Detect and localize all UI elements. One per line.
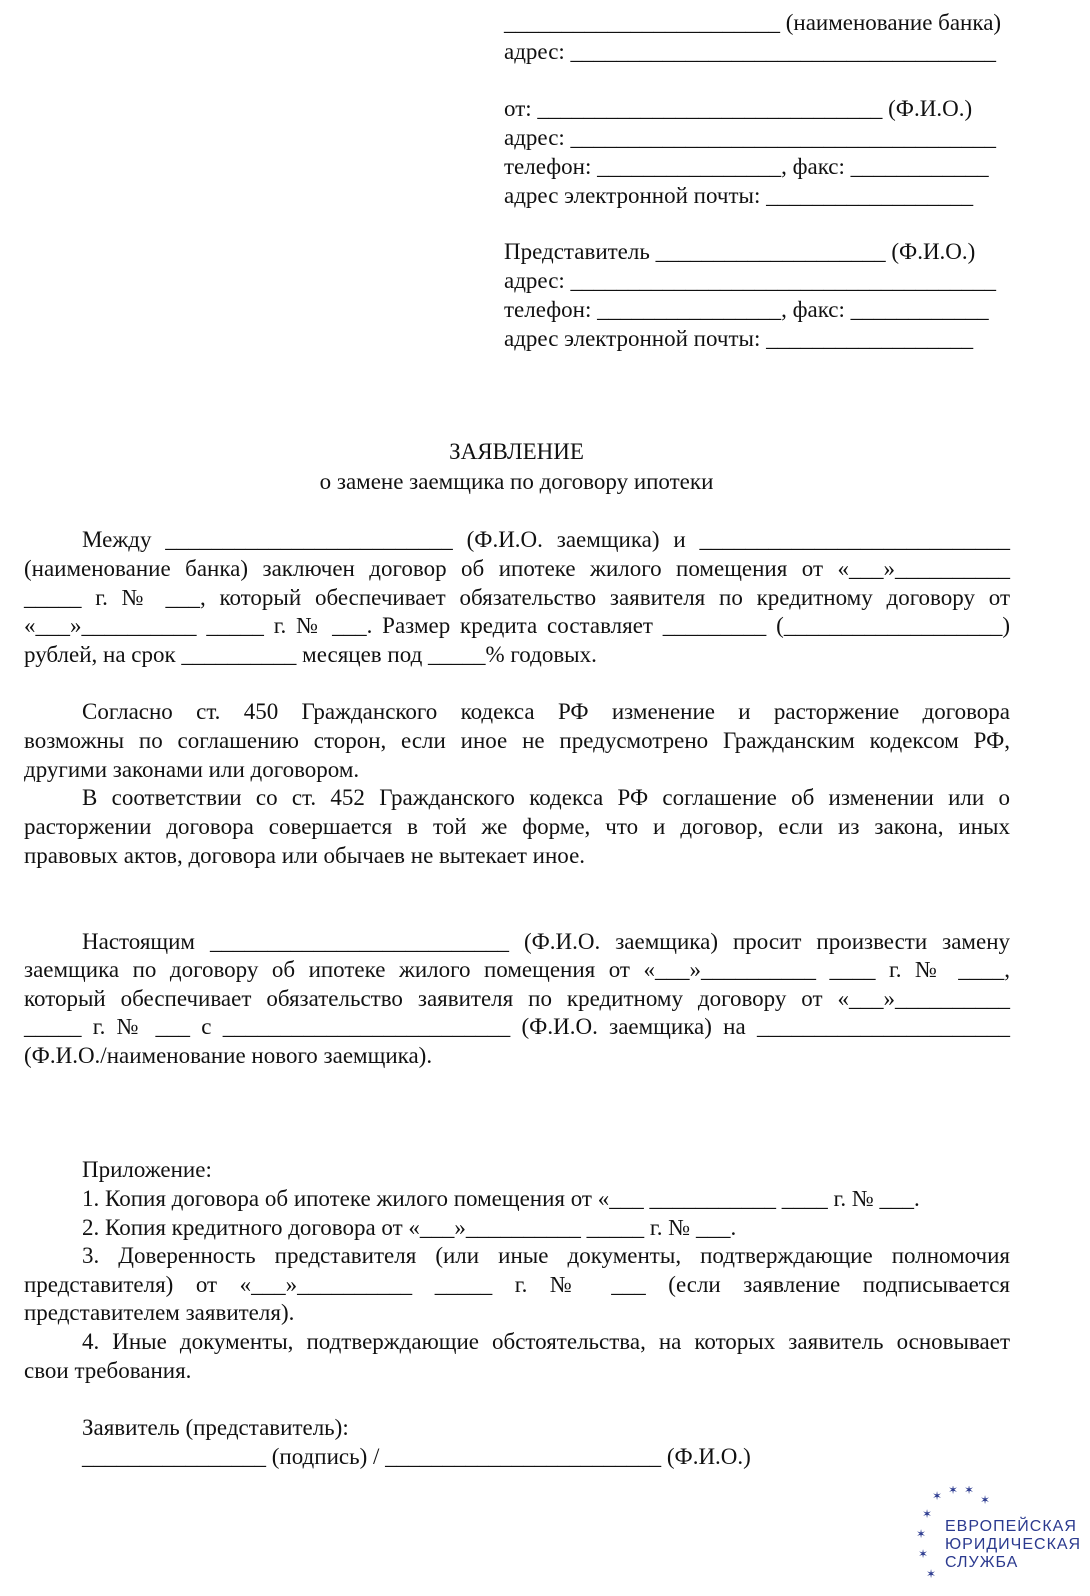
signature-label: Заявитель (представитель): bbox=[82, 1415, 349, 1440]
paragraph-4-line: который обеспечивает обязательство заявителя по кредитному договору от «___»__________ bbox=[24, 986, 1010, 1011]
paragraph-1-line: рублей, на срок __________ месяцев под _____% годовых. bbox=[24, 642, 597, 667]
paragraph-3-line: правовых актов, договора или обычаев не вытекает иное. bbox=[24, 843, 586, 868]
paragraph-4-line: Настоящим __________________________ (Ф.И.О. заемщика) просит произвести замену bbox=[82, 929, 1010, 954]
appendix-item-4-line: 4. Иные документы, подтверждающие обстоятельства, на которых заявитель основывает bbox=[82, 1329, 1010, 1354]
appendix-item-3-line: представителя) от «___»__________ _____ г. № ___ (если заявление подписывается bbox=[24, 1272, 1010, 1297]
from-email-line: адрес электронной почты: __________________ bbox=[504, 183, 974, 208]
from-line: от: ______________________________ (Ф.И.О.) bbox=[504, 96, 973, 121]
logo-text-line: ЮРИДИЧЕСКАЯ bbox=[945, 1536, 1082, 1553]
paragraph-3-line: В соответствии со ст. 452 Гражданского кодекса РФ соглашение об изменении или о bbox=[82, 785, 1010, 810]
appendix-item-3-line: представителем заявителя). bbox=[24, 1300, 295, 1325]
logo-text-line: ЕВРОПЕЙСКАЯ bbox=[945, 1518, 1077, 1535]
representative-phone-line: телефон: ________________, факс: ____________ bbox=[504, 297, 989, 322]
paragraph-1-line: (наименование банка) заключен договор об ипотеке жилого помещения от «___»__________ bbox=[24, 556, 1010, 581]
paragraph-4-line: _____ г. № ___ с _________________________ (Ф.И.О. заемщика) на ______________________ bbox=[24, 1014, 1010, 1039]
document-title: ЗАЯВЛЕНИЕ bbox=[449, 439, 584, 464]
svg-text:✶: ✶ bbox=[926, 1567, 937, 1581]
signature-line: ________________ (подпись) / ________________________ (Ф.И.О.) bbox=[82, 1444, 751, 1469]
paragraph-2-line: Согласно ст. 450 Гражданского кодекса РФ изменение и расторжение договора bbox=[82, 699, 1010, 724]
appendix-heading: Приложение: bbox=[82, 1157, 212, 1182]
svg-text:✶: ✶ bbox=[922, 1507, 933, 1521]
svg-text:✶: ✶ bbox=[948, 1486, 959, 1497]
paragraph-1-line: _____ г. № ___, который обеспечивает обязательство заявителя по кредитному договору от bbox=[24, 585, 1010, 610]
paragraph-4-line: заемщика по договору об ипотеке жилого помещения от «___»__________ ____ г. № ____, bbox=[24, 957, 1010, 982]
svg-text:✶: ✶ bbox=[980, 1493, 991, 1507]
from-phone-line: телефон: ________________, факс: ____________ bbox=[504, 154, 989, 179]
paragraph-2-line: возможны по соглашению сторон, если иное не предусмотрено Гражданским кодексом РФ, bbox=[24, 728, 1010, 753]
representative-line: Представитель ____________________ (Ф.И.О.) bbox=[504, 239, 976, 264]
paragraph-2-line: другими законами или договором. bbox=[24, 757, 360, 782]
svg-text:✶: ✶ bbox=[932, 1489, 943, 1503]
appendix-item-1: 1. Копия договора об ипотеке жилого помещения от «___ ___________ ____ г. № ___. bbox=[82, 1186, 920, 1211]
from-address-line: адрес: _____________________________________ bbox=[504, 125, 997, 150]
appendix-item-2: 2. Копия кредитного договора от «___»__________ _____ г. № ___. bbox=[82, 1215, 737, 1240]
logo-text-line: СЛУЖБА bbox=[945, 1554, 1019, 1571]
representative-address-line: адрес: _____________________________________ bbox=[504, 268, 997, 293]
svg-text:✶: ✶ bbox=[964, 1486, 975, 1497]
bank-address-line: адрес: _____________________________________ bbox=[504, 39, 997, 64]
svg-text:✶: ✶ bbox=[918, 1547, 929, 1561]
svg-text:✶: ✶ bbox=[916, 1527, 927, 1541]
paragraph-3-line: расторжении договора совершается в той же форме, что и договор, если из закона, иных bbox=[24, 814, 1010, 839]
bank-name-line: ________________________ (наименование банка) bbox=[504, 10, 1002, 35]
document-subtitle: о замене заемщика по договору ипотеки bbox=[319, 469, 714, 494]
appendix-item-3-line: 3. Доверенность представителя (или иные документы, подтверждающие полномочия bbox=[82, 1243, 1010, 1268]
appendix-item-4-line: свои требования. bbox=[24, 1358, 192, 1383]
paragraph-1-line: Между _________________________ (Ф.И.О. заемщика) и ___________________________ bbox=[82, 527, 1010, 552]
representative-email-line: адрес электронной почты: __________________ bbox=[504, 326, 974, 351]
paragraph-1-line: «___»__________ _____ г. № ___. Размер кредита составляет _________ (___________________) bbox=[24, 613, 1010, 638]
paragraph-4-line: (Ф.И.О./наименование нового заемщика). bbox=[24, 1043, 433, 1068]
